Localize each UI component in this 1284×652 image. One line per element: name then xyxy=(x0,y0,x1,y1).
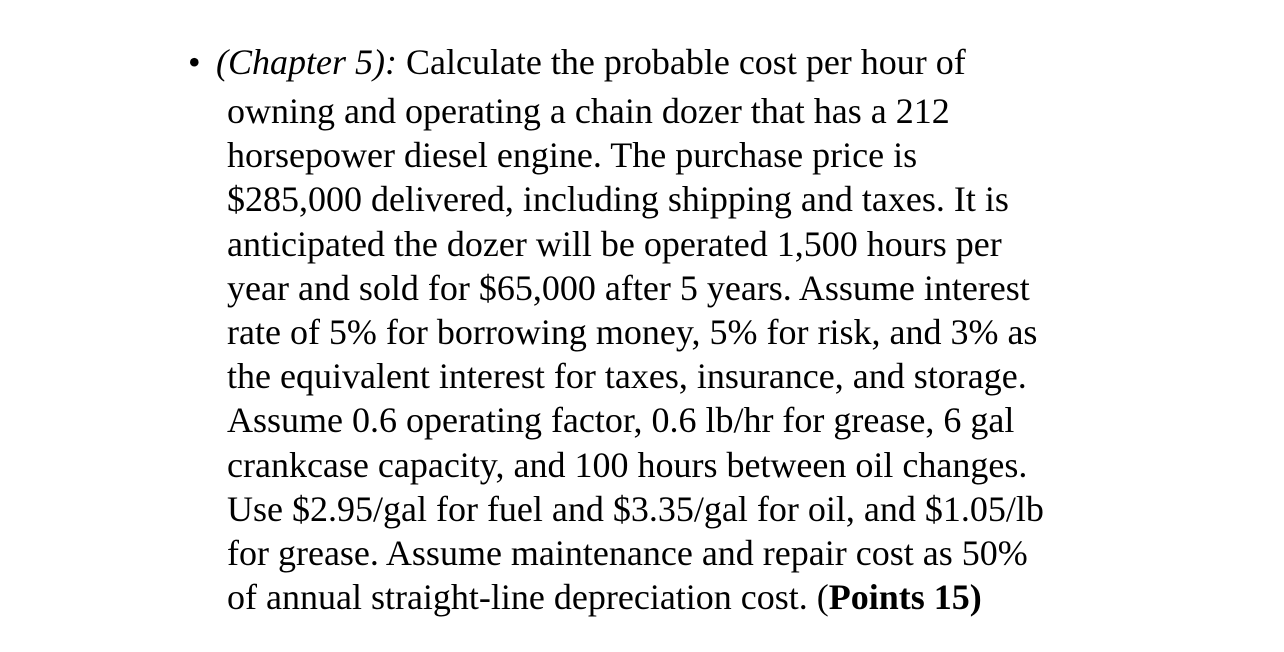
question-line: rate of 5% for borrowing money, 5% for risk, and 3% as xyxy=(227,312,1038,353)
question-line: year and sold for $65,000 after 5 years. Assume interest xyxy=(227,267,1030,308)
question-line: for grease. Assume maintenance and repair cost as 50% xyxy=(227,533,1028,574)
question-body xyxy=(227,89,1107,619)
question-line: crankcase capacity, and 100 hours between oil changes. xyxy=(227,444,1028,485)
points-label: Points 15) xyxy=(828,577,982,618)
question-line: horsepower diesel engine. The purchase price is xyxy=(227,135,918,176)
question-line: anticipated the dozer will be operated 1,500 hours per xyxy=(227,223,1002,264)
chapter-reference: (Chapter 5): xyxy=(216,42,397,82)
bullet-point-icon: • xyxy=(188,42,201,82)
question-line: Assume 0.6 operating factor, 0.6 lb/hr for grease, 6 gal xyxy=(227,400,1015,441)
question-first-line-text: Calculate the probable cost per hour of xyxy=(396,42,966,82)
question-last-line xyxy=(227,575,1107,619)
question-first-line xyxy=(216,40,966,84)
question-line: owning and operating a chain dozer that has a 212 xyxy=(227,91,950,131)
question-line: Use $2.95/gal for fuel and $3.35/gal for oil, and $1.05/lb xyxy=(227,488,1044,529)
question-line: $285,000 delivered, including shipping and taxes. It is xyxy=(227,179,1009,220)
question-last-line-text: of annual straight-line depreciation cost. ( xyxy=(227,577,829,618)
question-line: the equivalent interest for taxes, insurance, and storage. xyxy=(227,356,1027,397)
